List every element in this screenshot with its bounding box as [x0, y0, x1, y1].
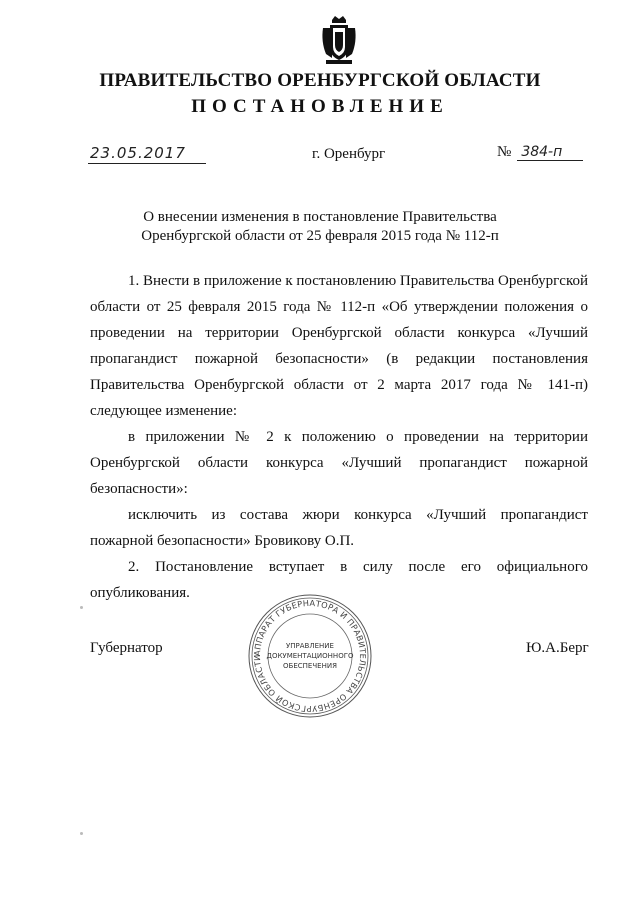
organization-title: ПРАВИТЕЛЬСТВО ОРЕНБУРГСКОЙ ОБЛАСТИ [99, 70, 541, 91]
signer-name: Ю.А.Берг [526, 640, 589, 656]
subject-line-1: О внесении изменения в постановление Правительства [143, 209, 497, 225]
document-body [90, 268, 588, 606]
body-paragraph-1: 1. Внести в приложение к постановлению Правительства Оренбургской области от 25 февраля 2015 года № 112-п «Об утверждении положения о проведении на территории Оренбургской области конкурса «Лучший пропагандист пожарной безопасности» (в редакции постановления Правительства Оренбургской области от 2 марта 2017 года № 141-п) следующее изменение: [90, 273, 588, 419]
document-date: 23.05.2017 [88, 144, 206, 164]
stamp-center-line-2: ДОКУМЕНТАЦИОННОГО [266, 652, 354, 660]
body-paragraph-2: в приложении № 2 к положению о проведении на территории Оренбургской области конкурса «Лучший пропагандист пожарной безопасности»: [90, 429, 588, 497]
stamp-ring-text: АППАРАТ ГУБЕРНАТОРА И ПРАВИТЕЛЬСТВА ОРЕНБУРГСКОЙ ОБЛАСТИ [251, 597, 369, 715]
body-paragraph-4: 2. Постановление вступает в силу после его официального опубликования. [90, 559, 588, 601]
document-city: г. Оренбург [312, 146, 386, 162]
document-number-value: 384-п [517, 144, 583, 161]
document-type-title: ПОСТАНОВЛЕНИЕ [191, 96, 449, 117]
stamp-center-line-3: ОБЕСПЕЧЕНИЯ [283, 662, 337, 670]
stamp-center-line-1: УПРАВЛЕНИЕ [286, 642, 334, 650]
signer-title: Губернатор [90, 640, 163, 656]
margin-mark [80, 832, 83, 835]
document-number [497, 144, 583, 161]
margin-mark [80, 606, 83, 609]
document-subject [120, 208, 520, 246]
number-sign: № [497, 144, 512, 160]
body-paragraph-3: исключить из состава жюри конкурса «Лучший пропагандист пожарной безопасности» Бровикову О.П. [90, 507, 588, 549]
official-seal-stamp [246, 592, 374, 720]
subject-line-2: Оренбургской области от 25 февраля 2015 года № 112-п [141, 228, 499, 244]
coat-of-arms-emblem [320, 14, 358, 66]
